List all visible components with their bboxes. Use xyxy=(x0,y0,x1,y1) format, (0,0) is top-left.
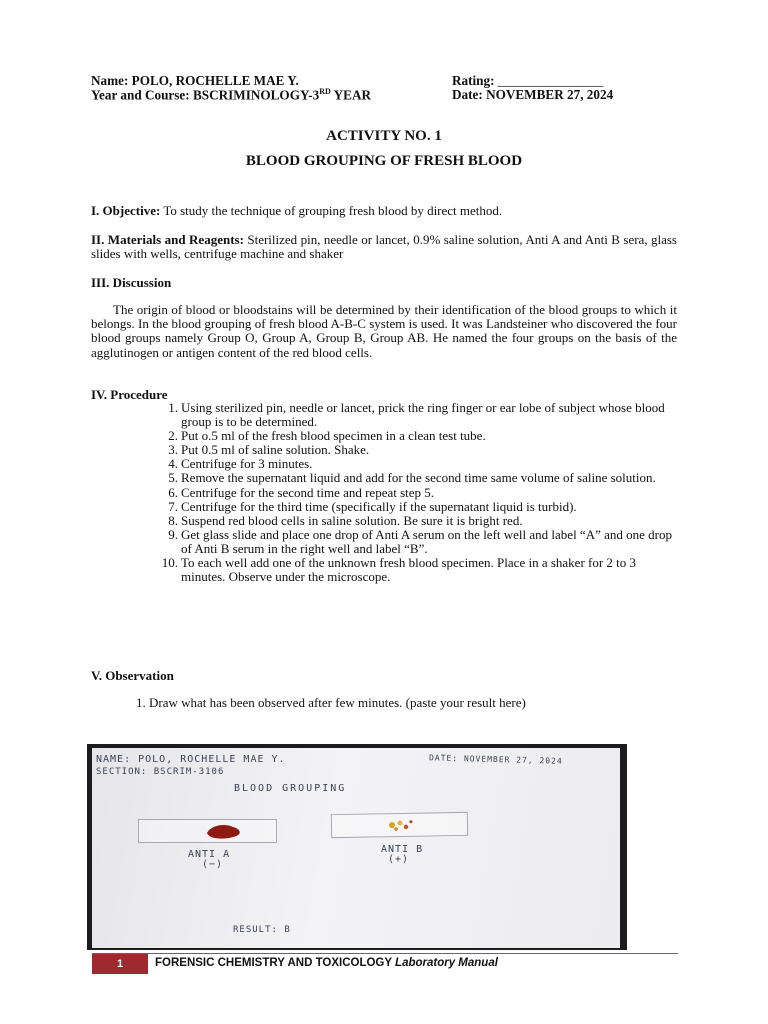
date-row xyxy=(452,87,613,103)
materials-section xyxy=(91,233,677,261)
footer-subtitle: Laboratory Manual xyxy=(395,957,498,969)
left-blood-drop xyxy=(203,821,247,841)
procedure-step xyxy=(158,471,680,485)
course-superscript: RD xyxy=(319,87,331,96)
activity-number: ACTIVITY NO. 1 xyxy=(326,128,442,144)
objective-heading: I. Objective: xyxy=(91,203,161,218)
discussion-text: The origin of blood or bloodstains will be determined by their identification of the blood groups to which it belongs. In the blood grouping of fresh blood A-B-C system is used. It was Landsteiner who discovered the four blood groups namely Group O, Group A, Group B, Group AB. He named the four groups on the basis of the agglutinogen or antigen content of the red blood cells. xyxy=(91,302,677,360)
course-row xyxy=(91,87,371,103)
procedure-step-number: 10. xyxy=(161,555,178,571)
materials-text: Sterilized pin, needle or lancet, 0.9% saline solution, Anti A and Anti B sera, glass slides with wells, centrifuge machine and shaker xyxy=(91,232,677,262)
procedure-step-text: Using sterilized pin, needle or lancet, prick the ring finger or ear lobe of subject whose blood group is to be determined. xyxy=(181,400,665,430)
objective-section xyxy=(91,204,677,218)
procedure-step-text: Get glass slide and place one drop of Anti A serum on the left well and label “A” and one drop of Anti B serum in the right well and label “B”. xyxy=(181,526,672,556)
procedure-step xyxy=(158,514,680,528)
procedure-step-number: 5. xyxy=(168,470,178,486)
procedure-step-number: 8. xyxy=(168,512,178,528)
procedure-step-text: Centrifuge for 3 minutes. xyxy=(181,456,313,472)
left-slide-label: ANTI A xyxy=(188,849,231,860)
procedure-step xyxy=(158,556,680,584)
procedure-step xyxy=(158,457,680,471)
procedure-step-text: Suspend red blood cells in saline solution. Be sure it is bright red. xyxy=(181,512,523,528)
observation-heading: V. Observation xyxy=(91,668,174,683)
procedure-step-number: 7. xyxy=(168,498,178,514)
procedure-step xyxy=(158,486,680,500)
procedure-step xyxy=(158,443,680,457)
procedure-step-number: 9. xyxy=(168,526,178,542)
left-slide xyxy=(138,819,277,843)
date-label: Date: xyxy=(452,87,483,102)
date-value: NOVEMBER 27, 2024 xyxy=(486,87,614,102)
result-photo xyxy=(87,744,627,950)
right-slide-label: ANTI B xyxy=(381,844,424,855)
footer-title-main: FORENSIC CHEMISTRY AND TOXICOLOGY xyxy=(155,957,392,969)
procedure-step-text: Centrifuge for the third time (specifically if the supernatant liquid is turbid). xyxy=(181,498,577,514)
right-blood-drop xyxy=(378,815,428,836)
discussion-heading: III. Discussion xyxy=(91,275,172,290)
activity-title: BLOOD GROUPING OF FRESH BLOOD xyxy=(245,153,523,169)
procedure-step xyxy=(158,429,680,443)
right-slide xyxy=(331,812,468,838)
procedure-step xyxy=(158,528,680,556)
photo-date-line: DATE: NOVEMBER 27, 2024 xyxy=(428,753,563,766)
procedure-step-number: 2. xyxy=(168,428,178,444)
right-slide-sign: (+) xyxy=(388,854,410,865)
name-value: POLO, ROCHELLE MAE Y. xyxy=(131,73,299,88)
photo-title: BLOOD GROUPING xyxy=(234,783,347,794)
rating-blank: ________________ xyxy=(497,73,604,88)
procedure-step-number: 3. xyxy=(168,442,178,458)
materials-heading: II. Materials and Reagents: xyxy=(91,232,244,247)
course-value: BSCRIMINOLOGY-3 xyxy=(192,87,320,103)
course-label: Year and Course: xyxy=(91,87,190,103)
course-suffix: YEAR xyxy=(333,87,371,103)
rating-label: Rating: xyxy=(452,73,495,88)
procedure-step-text: Put o.5 ml of the fresh blood specimen in a clean test tube. xyxy=(181,428,486,444)
procedure-heading: IV. Procedure xyxy=(91,387,168,402)
procedure-step-text: Remove the supernatant liquid and add for the second time same volume of saline solution. xyxy=(181,470,656,486)
footer-title xyxy=(155,957,498,969)
photo-result: RESULT: B xyxy=(233,925,291,935)
procedure-list xyxy=(158,401,680,584)
observation-instruction: 1. Draw what has been observed after few minutes. (paste your result here) xyxy=(136,695,526,710)
left-slide-sign: (−) xyxy=(202,859,224,870)
procedure-step xyxy=(158,500,680,514)
procedure-step-text: To each well add one of the unknown fresh blood specimen. Place in a shaker for 2 to 3 minutes. Observe under the microscope. xyxy=(181,555,637,585)
page-number: 1 xyxy=(92,954,148,974)
procedure-step-text: Centrifuge for the second time and repeat step 5. xyxy=(181,484,435,500)
objective-text: To study the technique of grouping fresh blood by direct method. xyxy=(163,203,503,218)
procedure-step-number: 6. xyxy=(168,484,178,500)
procedure-step-text: Put 0.5 ml of saline solution. Shake. xyxy=(181,442,370,458)
result-paper xyxy=(92,748,620,948)
name-label: Name: xyxy=(91,73,129,88)
photo-section-line: SECTION: BSCRIM-3106 xyxy=(96,767,225,777)
footer-rule xyxy=(92,953,678,954)
procedure-step-number: 4. xyxy=(168,456,178,472)
procedure-step-number: 1. xyxy=(168,400,178,415)
procedure-step xyxy=(158,401,680,429)
photo-name-line: NAME: POLO, ROCHELLE MAE Y. xyxy=(96,754,286,765)
